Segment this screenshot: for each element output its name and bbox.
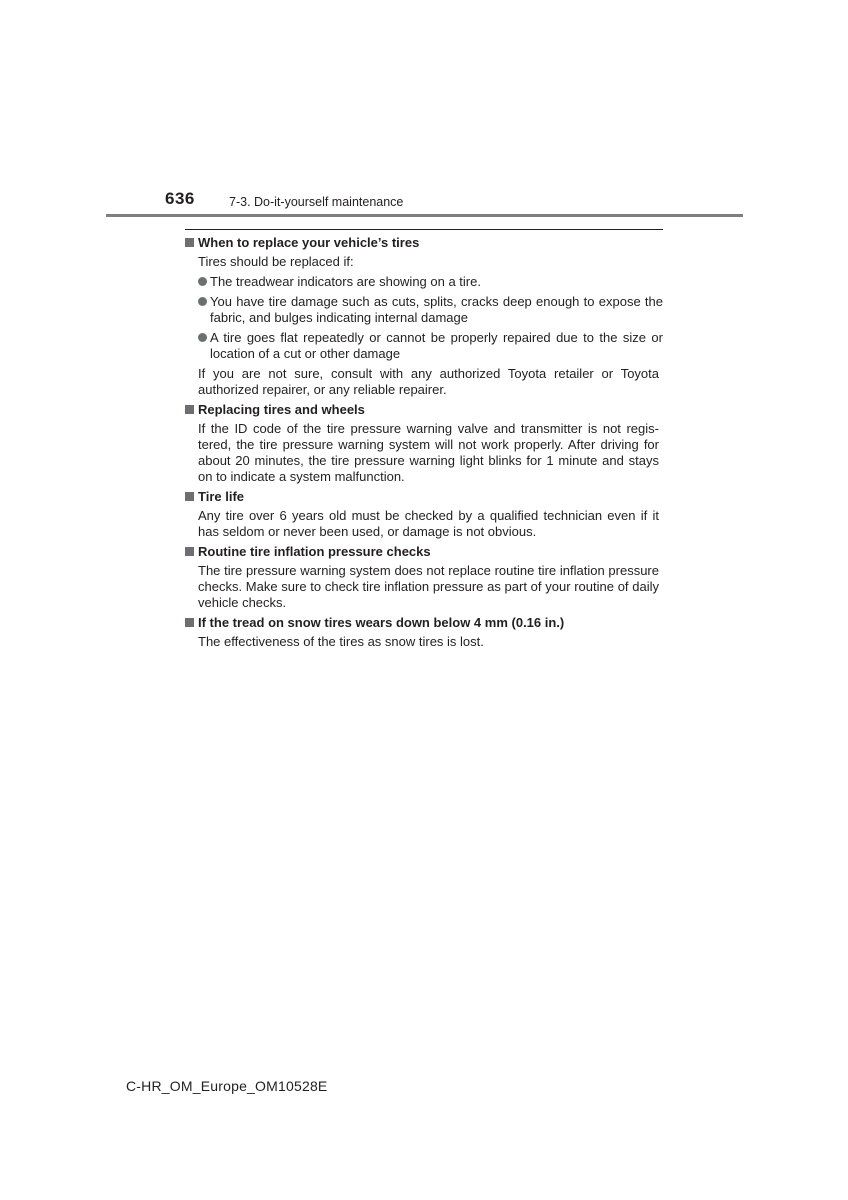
- section-intro: Tires should be replaced if:: [198, 254, 354, 269]
- square-bullet-icon: [185, 405, 194, 414]
- section-replacing-tires: [185, 402, 663, 485]
- section-when-to-replace: [185, 235, 663, 398]
- document-code: C-HR_OM_Europe_OM10528E: [126, 1078, 328, 1094]
- section-heading: [185, 235, 663, 251]
- list-item-text: The treadwear indicators are showing on a tire.: [210, 274, 481, 289]
- header-divider: [106, 214, 743, 217]
- square-bullet-icon: [185, 618, 194, 627]
- section-heading-text: Replacing tires and wheels: [198, 402, 365, 417]
- round-bullet-icon: [198, 333, 207, 342]
- section-heading: [185, 402, 663, 418]
- section-heading-text: When to replace your vehicle’s tires: [198, 235, 420, 250]
- section-snow-tires: [185, 615, 663, 650]
- section-body: Any tire over 6 years old must be checked by a qualified technician even if it has seldom or never been used, or damage is not obvious.: [198, 508, 659, 539]
- list-item: [198, 330, 663, 362]
- section-heading-text: Routine tire inflation pressure checks: [198, 544, 431, 559]
- page-number: 636: [165, 189, 195, 208]
- section-tire-life: [185, 489, 663, 540]
- section-heading-text: If the tread on snow tires wears down below 4 mm (0.16 in.): [198, 615, 565, 630]
- list-item-text: You have tire damage such as cuts, splits, cracks deep enough to expose the fabric, and bulges indicating internal damage: [210, 294, 663, 325]
- list-item: [198, 274, 663, 290]
- section-heading: [185, 615, 663, 631]
- content-area: [185, 229, 663, 654]
- section-heading: [185, 544, 663, 560]
- section-body: If the ID code of the tire pressure warning valve and transmitter is not registered, the tire pressure warning system will not work properly. After driving for about 20 minutes, the tire pressure warning light blinks for 1 minute and stays on to indicate a system malfunction.: [198, 421, 659, 484]
- section-heading: [185, 489, 663, 505]
- list-item: [198, 294, 663, 326]
- section-body: The tire pressure warning system does not replace routine tire inflation pressure checks. Make sure to check tire inflation pressure as part of your routine of daily vehicle checks.: [198, 563, 659, 610]
- square-bullet-icon: [185, 492, 194, 501]
- section-heading-text: Tire life: [198, 489, 245, 504]
- list-item-text: A tire goes flat repeatedly or cannot be properly repaired due to the size or location of a cut or other damage: [210, 330, 663, 361]
- section-body: The effectiveness of the tires as snow tires is lost.: [198, 634, 484, 649]
- square-bullet-icon: [185, 238, 194, 247]
- section-pressure-checks: [185, 544, 663, 611]
- section-title: 7-3. Do-it-yourself maintenance: [229, 195, 404, 209]
- round-bullet-icon: [198, 277, 207, 286]
- section-outro: If you are not sure, consult with any authorized Toyota retailer or Toyota authorized repairer, or any reliable repairer.: [198, 366, 659, 397]
- square-bullet-icon: [185, 547, 194, 556]
- round-bullet-icon: [198, 297, 207, 306]
